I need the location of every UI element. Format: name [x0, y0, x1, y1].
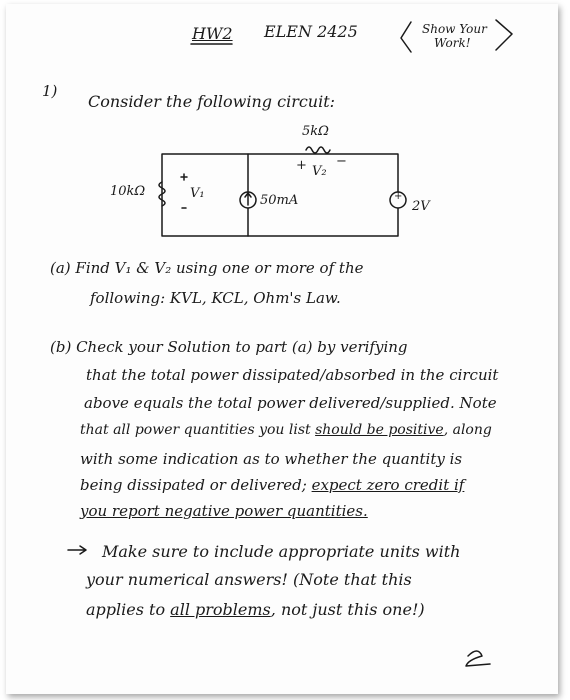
homework-page — [6, 4, 558, 694]
part-b-line3: above equals the total power delivered/supplied. Note — [84, 394, 497, 412]
hw-title: HW2 — [192, 24, 233, 43]
resistor-10k-label: 10kΩ — [110, 184, 146, 199]
note-all-problems-emphasis: all problems — [170, 600, 271, 619]
resistor-5k-label: 5kΩ — [302, 124, 329, 139]
part-b-line5: with some indication as to whether the quantity is — [80, 450, 463, 468]
show-work-note-line2: Work! — [434, 36, 471, 50]
part-b-line4 — [80, 422, 492, 438]
note-bracket-right — [496, 20, 512, 50]
note-bracket-left — [401, 22, 411, 52]
problem-prompt: Consider the following circuit: — [88, 92, 336, 111]
note-line3 — [86, 600, 425, 619]
top-resistor-symbol — [306, 147, 330, 153]
note-line2: your numerical answers! (Note that this — [86, 570, 412, 589]
next-page-mark — [466, 651, 490, 666]
part-b-zero-credit-emphasis: expect zero credit if — [311, 476, 465, 494]
note-line3-start: applies to — [86, 600, 171, 619]
note-arrow — [68, 546, 86, 554]
v1-label: V₁ — [190, 186, 205, 201]
v2-minus: − — [336, 154, 347, 169]
v1-plus-mark — [181, 174, 187, 180]
part-b-line1: (b) Check your Solution to part (a) by verifying — [50, 338, 408, 356]
show-work-note-line1: Show Your — [422, 22, 487, 36]
part-b-line6 — [80, 476, 464, 494]
problem-number: 1) — [42, 82, 58, 100]
part-b-positive-emphasis: should be positive — [315, 422, 444, 438]
part-b-line4-start: that all power quantities you list — [80, 422, 316, 438]
v2-label: V₂ — [312, 164, 327, 179]
voltage-source-value: 2V — [412, 199, 430, 214]
part-b-line7: you report negative power quantities. — [80, 502, 368, 520]
voltage-source-plusminus: + — [394, 191, 403, 202]
part-a-line2: following: KVL, KCL, Ohm's Law. — [90, 289, 341, 307]
part-b-line4-end: , along — [443, 422, 492, 438]
note-line1: Make sure to include appropriate units with — [102, 542, 461, 561]
course-code: ELEN 2425 — [264, 22, 358, 41]
part-b-line2: that the total power dissipated/absorbed in the circuit — [86, 366, 499, 384]
v2-plus: + — [296, 158, 307, 173]
part-a-line1: (a) Find V₁ & V₂ using one or more of the — [50, 259, 364, 277]
note-line3-end: , not just this one!) — [270, 600, 425, 619]
current-source-value: 50mA — [260, 193, 299, 208]
part-b-line6-start: being dissipated or delivered; — [80, 476, 312, 494]
